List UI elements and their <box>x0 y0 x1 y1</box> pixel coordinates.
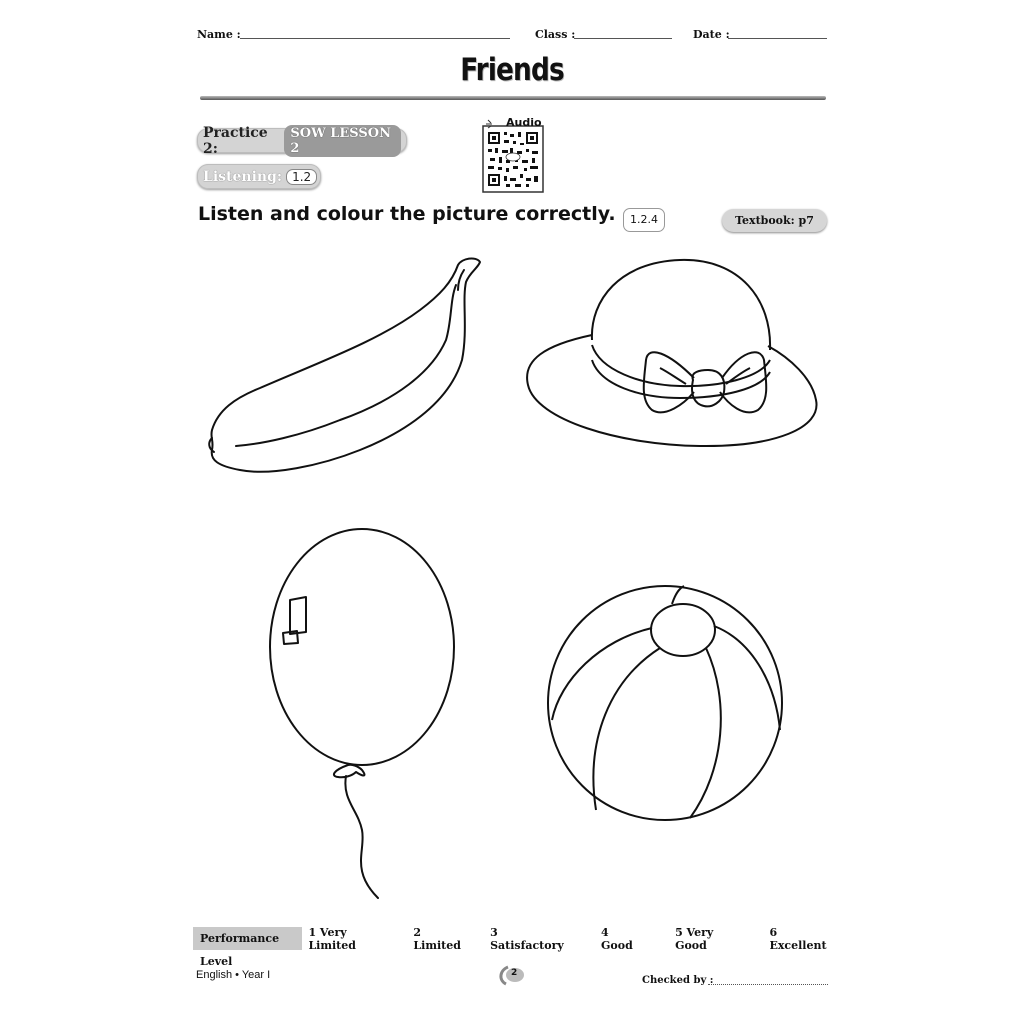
sow-lesson-tag: SOW LESSON 2 <box>284 125 401 157</box>
page-number: 2 <box>511 968 518 978</box>
practice-label: Practice 2: <box>203 124 268 157</box>
listening-label: Listening: <box>203 168 283 185</box>
performance-level-bar <box>193 925 833 968</box>
level-1[interactable]: 1 Very Limited <box>308 925 356 952</box>
date-label: Date : <box>693 28 730 41</box>
performance-label: Performance Level <box>193 927 302 950</box>
instruction-text: Listen and colour the picture correctly. <box>198 203 616 225</box>
class-label: Class : <box>535 28 576 41</box>
level-4[interactable]: 4 Good <box>601 925 633 952</box>
footer-subject: English • Year I <box>196 969 271 981</box>
page-title: Friends <box>460 52 564 88</box>
level-2[interactable]: 2 Limited <box>413 925 461 952</box>
standard-code-badge: 1.2.4 <box>623 208 665 232</box>
level-6[interactable]: 6 Excellent <box>769 925 827 952</box>
textbook-reference: Textbook: p7 <box>722 209 827 232</box>
checked-by-field[interactable] <box>708 984 828 985</box>
audio-label: Audio <box>506 116 542 129</box>
level-3[interactable]: 3 Satisfactory <box>490 925 564 952</box>
listening-code: 1.2 <box>286 169 317 185</box>
banana-icon[interactable] <box>209 258 480 471</box>
level-5[interactable]: 5 Very Good <box>675 925 714 952</box>
checked-by-label: Checked by : <box>642 975 714 986</box>
name-label: Name : <box>197 28 241 41</box>
ball-icon[interactable] <box>548 586 782 820</box>
hat-icon[interactable] <box>527 260 816 446</box>
balloon-icon[interactable] <box>270 529 454 898</box>
page-number-badge <box>498 964 528 986</box>
